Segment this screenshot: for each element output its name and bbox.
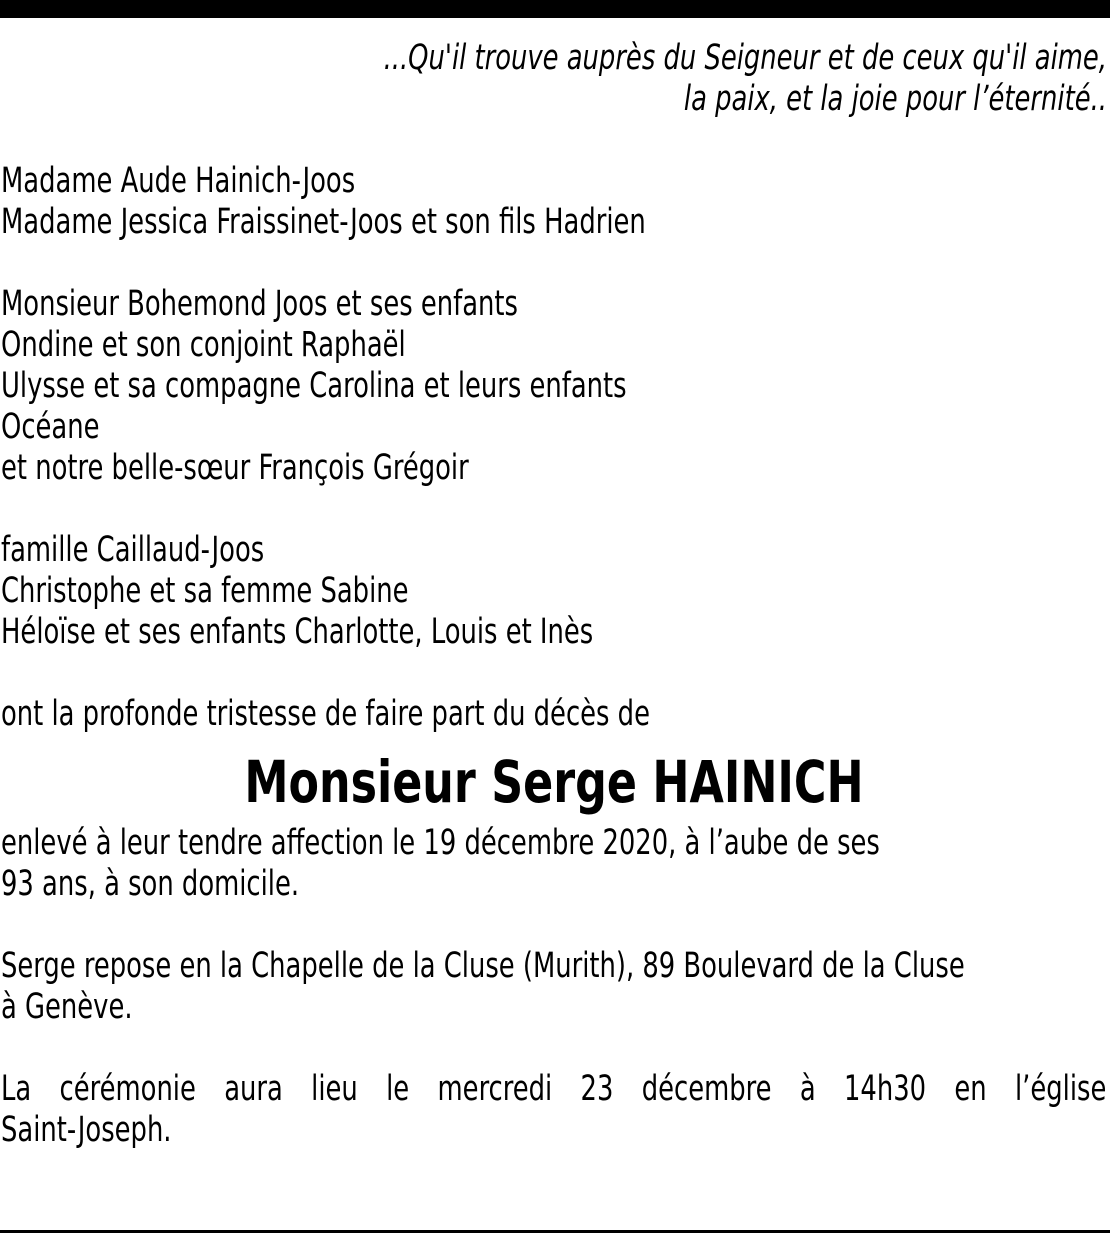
death-line-2: 93 ans, à son domicile. — [1, 864, 300, 904]
bottom-rule — [0, 1230, 1110, 1233]
family-line: et notre belle-sœur François Grégoir — [1, 448, 469, 488]
spacer — [1, 120, 1107, 161]
family-group-1 — [1, 161, 1107, 243]
family-line: Madame Jessica Fraissinet-Joos et son fils Hadrien — [1, 202, 646, 242]
family-line: Océane — [1, 407, 100, 447]
family-line: Madame Aude Hainich-Joos — [1, 161, 356, 201]
quote-line-1: ...Qu'il trouve auprès du Seigneur et de ceux qu'il aime, — [383, 38, 1107, 78]
family-line: famille Caillaud-Joos — [1, 530, 265, 570]
family-line: Monsieur Bohemond Joos et ses enfants — [1, 284, 518, 324]
ceremony-line-1-wrap — [1, 1069, 1107, 1110]
ceremony-line-1: La cérémonie aura lieu le mercredi 23 décembre à 14h30 en l’église — [1, 1069, 1107, 1109]
chapel-line-2: à Genève. — [1, 987, 133, 1027]
spacer — [1, 1028, 1107, 1069]
announcement-text: ont la profonde tristesse de faire part du décès de — [1, 694, 650, 734]
family-line: Ondine et son conjoint Raphaël — [1, 325, 406, 365]
ceremony-details — [1, 1069, 1107, 1151]
spacer — [1, 243, 1107, 284]
top-rule — [0, 0, 1110, 18]
chapel-line-1: Serge repose en la Chapelle de la Cluse (Murith), 89 Boulevard de la Cluse — [1, 946, 965, 986]
family-line: Christophe et sa femme Sabine — [1, 571, 409, 611]
spacer — [1, 905, 1107, 946]
epigraph-quote — [1, 38, 1107, 120]
chapel-details — [1, 946, 1107, 1028]
death-line-1: enlevé à leur tendre affection le 19 décembre 2020, à l’aube de ses — [1, 823, 880, 863]
family-group-2 — [1, 284, 1107, 489]
family-line: Héloïse et ses enfants Charlotte, Louis et Inès — [1, 612, 594, 652]
death-details — [1, 823, 1107, 905]
family-group-3 — [1, 530, 1107, 653]
family-line: Ulysse et sa compagne Carolina et leurs enfants — [1, 366, 627, 406]
ceremony-line-2: Saint-Joseph. — [1, 1110, 172, 1150]
spacer — [1, 489, 1107, 530]
obituary-notice — [1, 38, 1107, 1151]
spacer — [1, 653, 1107, 694]
deceased-name: Monsieur Serge HAINICH — [244, 748, 864, 816]
quote-line-2: la paix, et la joie pour l’éternité.. — [683, 79, 1107, 119]
